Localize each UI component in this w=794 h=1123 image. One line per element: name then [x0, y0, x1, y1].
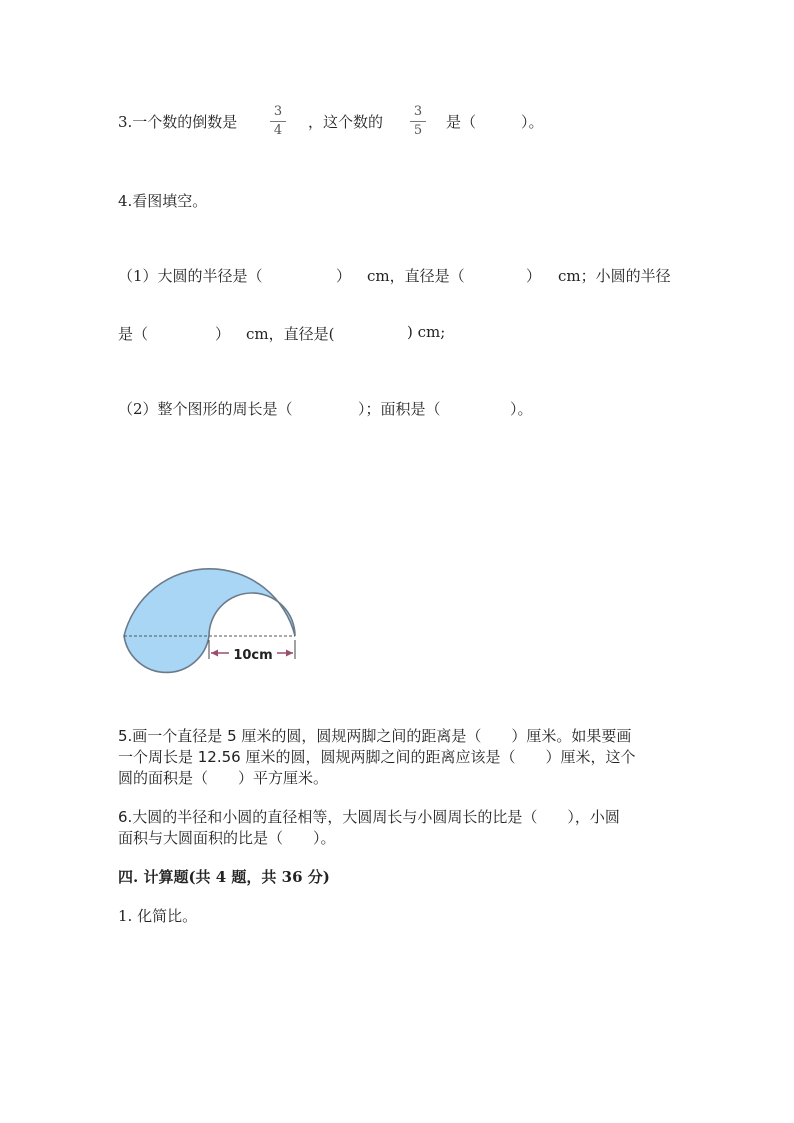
fraction-denominator: 5 [413, 123, 423, 138]
q6-line-2: 面积与大圆面积的比是（ ）。 [118, 829, 336, 847]
dimension-arrow-left [211, 650, 218, 657]
q4-part1-text-a: （1）大圆的半径是（ [118, 267, 263, 285]
section-title: 四. 计算题(共 4 题，共 36 分) [118, 868, 330, 886]
q4-part2-text-a: （2）整个图形的周长是（ [118, 400, 293, 418]
q4-part1-line2-c: cm，直径是( [246, 325, 335, 343]
q6-line-1: 6.大圆的半径和小圆的直径相等，大圆周长与小圆周长的比是（ ），小圆 [118, 808, 620, 826]
q4-part1-line2-b: ） [215, 325, 231, 343]
dimension-arrow-right [286, 650, 293, 657]
q4-part2-text-c: ）。 [510, 400, 533, 418]
fraction-bar [270, 121, 286, 122]
q5-line-1: 5.画一个直径是 5 厘米的圆，圆规两脚之间的距离是（ ）厘米。如果要画 [118, 727, 632, 745]
fraction-numerator: 3 [273, 104, 283, 119]
dimension-label: 10cm [233, 648, 273, 663]
q4-part1-line2-a: 是（ [118, 325, 149, 343]
q5-line-3: 圆的面积是（ ）平方厘米。 [118, 769, 329, 787]
q4-part2-text-b: ）；面积是（ [358, 400, 441, 418]
circle-figure [118, 545, 303, 687]
q5-line-2: 一个周长是 12.56 厘米的圆，圆规两脚之间的距离应该是（ ）厘米，这个 [118, 748, 636, 766]
section-question-1: 1. 化简比。 [118, 907, 198, 925]
q4-part1-text-b: ） [336, 267, 352, 285]
q4-part1-line2-d: ) cm; [407, 323, 446, 341]
q4-title: 4.看图填空。 [118, 192, 208, 210]
q4-part1-text-d: ） [526, 267, 542, 285]
q3-middle: ，这个数的 [308, 113, 384, 131]
q3-suffix: 是（ ）。 [446, 113, 544, 131]
q3-prefix: 3.一个数的倒数是 [118, 113, 238, 131]
q4-part1-text-c: cm，直径是（ [367, 267, 465, 285]
fraction-numerator: 3 [413, 104, 423, 119]
q3-fraction-1 [270, 105, 286, 138]
fraction-denominator: 4 [273, 123, 283, 138]
q4-part1-text-e: cm；小圆的半径 [558, 267, 671, 285]
fraction-bar [410, 121, 426, 122]
q3-fraction-2 [410, 105, 426, 138]
